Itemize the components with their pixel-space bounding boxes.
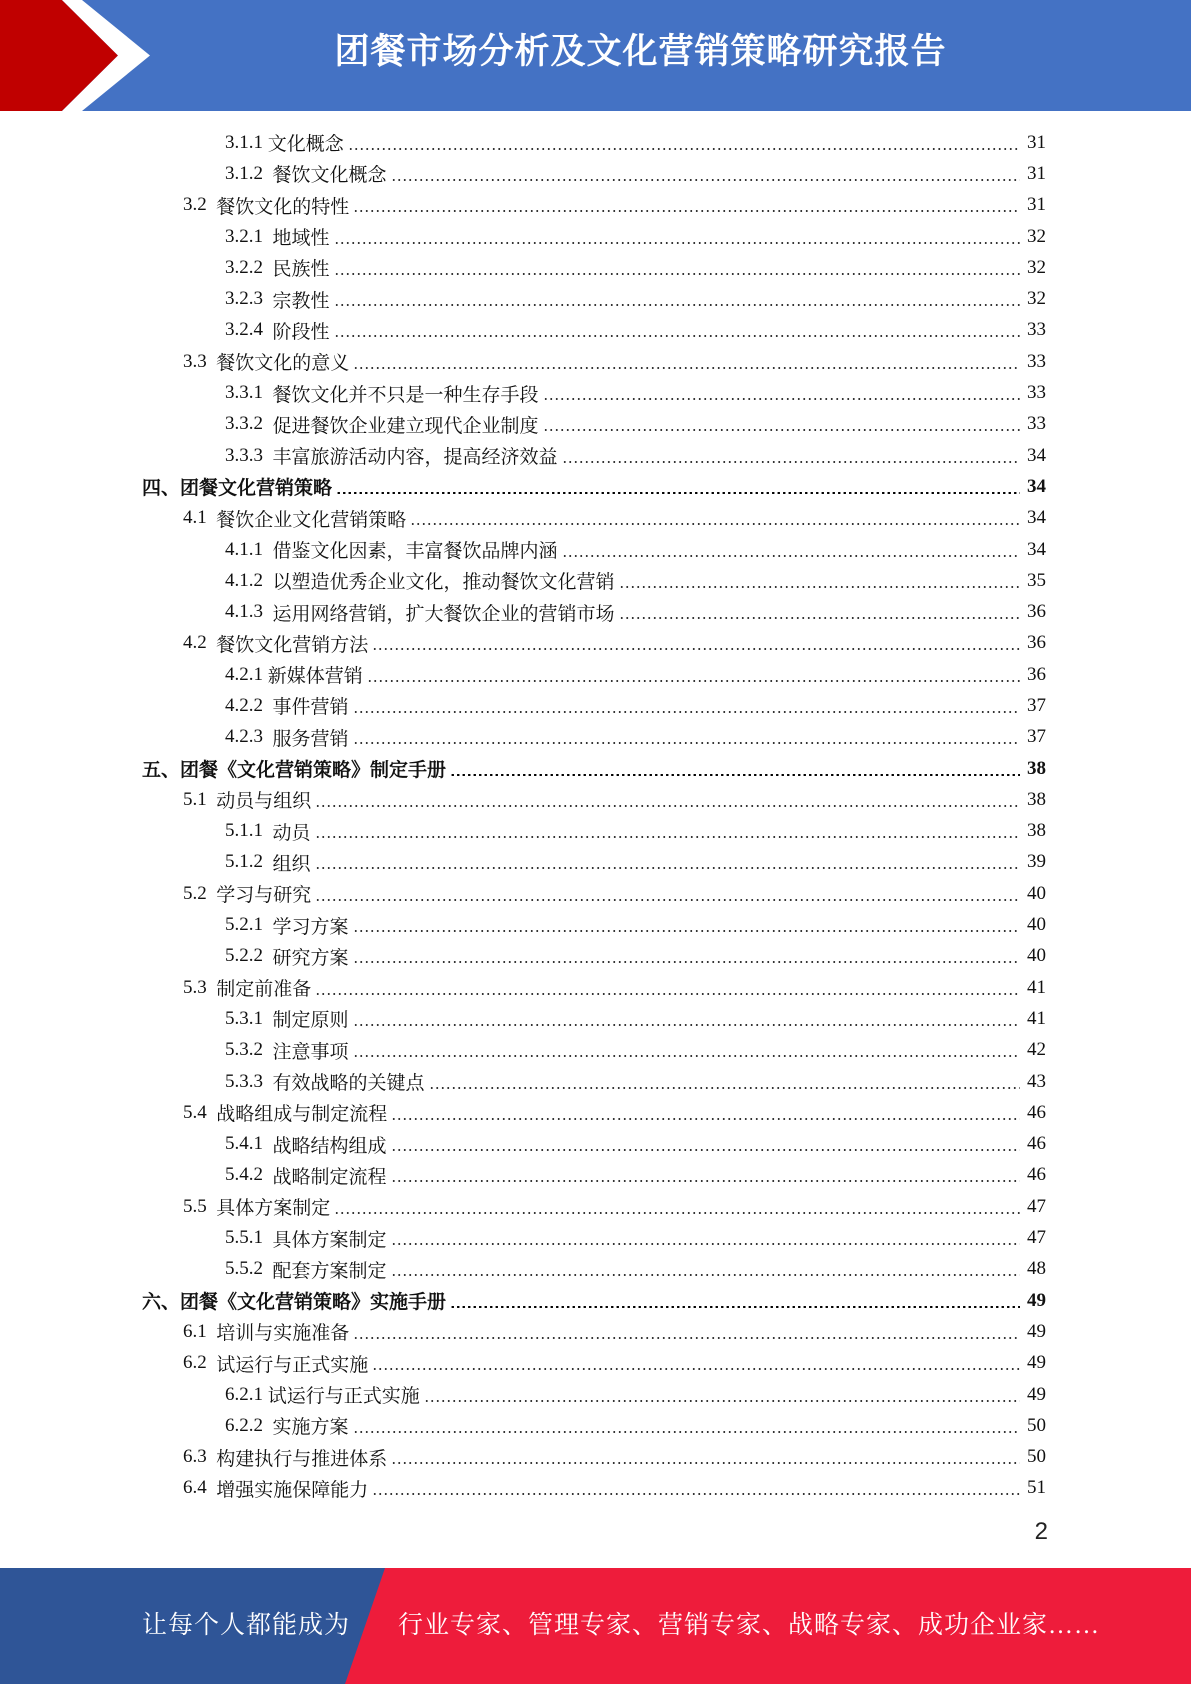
toc-entry[interactable] [0, 1003, 1191, 1034]
toc-entry-title: 餐饮企业文化营销策略 [216, 509, 407, 531]
toc-entry-page: 48 [1027, 1258, 1046, 1280]
toc-entry-number: 4.1.3 [225, 601, 273, 623]
toc-entry-page: 51 [1027, 1477, 1046, 1499]
toc-dot-leader [367, 680, 1020, 682]
toc-entry-title: 丰富旅游活动内容，提高经济效益 [272, 447, 558, 469]
toc-entry[interactable] [0, 409, 1191, 440]
toc-dot-leader [450, 774, 1020, 776]
toc-entry-page: 33 [1027, 382, 1046, 404]
toc-entry-page: 33 [1027, 413, 1046, 435]
toc-dot-leader [315, 805, 1020, 807]
toc-entry[interactable] [0, 1348, 1191, 1379]
toc-entry-page: 40 [1027, 882, 1046, 904]
toc-entry-title: 组织 [272, 853, 311, 875]
toc-dot-leader [391, 1180, 1020, 1182]
toc-dot-leader [315, 867, 1020, 869]
toc-entry-number: 3.2.2 [225, 256, 273, 278]
toc-entry-number: 6.4 [183, 1477, 217, 1499]
toc-dot-leader [619, 586, 1020, 588]
toc-dot-leader [353, 1337, 1020, 1339]
toc-entry-page: 32 [1027, 288, 1046, 310]
toc-dot-leader [391, 1243, 1020, 1245]
toc-entry-number: 5.1.2 [225, 851, 273, 873]
toc-entry[interactable] [0, 1129, 1191, 1160]
toc-dot-leader [334, 273, 1020, 275]
toc-dot-leader [619, 617, 1020, 619]
toc-entry-page: 46 [1027, 1101, 1046, 1123]
toc-entry-title: 文化概念 [267, 134, 344, 156]
toc-dot-leader [353, 367, 1020, 369]
toc-entry-title: 餐饮文化营销方法 [216, 634, 369, 656]
toc-dot-leader [391, 179, 1020, 181]
toc-dot-leader [334, 1212, 1020, 1214]
toc-entry-number: 3.2.3 [225, 288, 273, 310]
toc-entry-page: 34 [1027, 444, 1046, 466]
toc-entry-page: 32 [1027, 256, 1046, 278]
toc-entry[interactable] [0, 972, 1191, 1003]
toc-entry[interactable] [0, 1254, 1191, 1285]
page-footer [0, 1568, 1191, 1684]
toc-entry-page: 32 [1027, 225, 1046, 247]
toc-entry-title: 借鉴文化因素，丰富餐饮品牌内涵 [272, 541, 558, 562]
toc-entry-title: 运用网络营销，扩大餐饮企业的营销市场 [272, 603, 615, 625]
toc-entry-title: 研究方案 [272, 947, 349, 969]
toc-dot-leader [334, 335, 1020, 337]
toc-entry-number: 5.5.2 [225, 1258, 273, 1280]
toc-entry-title: 地域性 [272, 228, 330, 250]
toc-entry-title: 试运行与正式实施 [216, 1354, 369, 1376]
toc-entry-title: 餐饮文化的意义 [216, 353, 350, 375]
toc-dot-leader [336, 492, 1020, 494]
toc-dot-leader [353, 1055, 1020, 1057]
toc-entry-page: 41 [1027, 1007, 1046, 1029]
toc-dot-leader [315, 836, 1020, 838]
toc-dot-leader [353, 210, 1020, 212]
toc-entry-title: 餐饮文化并不只是一种生存手段 [272, 384, 539, 406]
toc-dot-leader [353, 742, 1020, 744]
toc-entry[interactable] [0, 377, 1191, 408]
toc-entry-title: 战略组成与制定流程 [216, 1104, 388, 1126]
toc-dot-leader [450, 1306, 1020, 1308]
toc-dot-leader [429, 1087, 1020, 1089]
toc-entry[interactable] [0, 628, 1191, 659]
toc-entry-page: 34 [1027, 475, 1046, 497]
toc-entry-title: 餐饮文化的特性 [216, 196, 350, 218]
toc-entry-number: 5.3.3 [225, 1070, 273, 1092]
table-of-contents [0, 127, 1191, 1504]
toc-entry[interactable] [0, 596, 1191, 627]
toc-entry-title: 增强实施保障能力 [216, 1479, 369, 1501]
toc-entry-page: 40 [1027, 945, 1046, 967]
toc-entry-number: 3.1.1 [225, 131, 268, 153]
toc-entry-number: 4.1.2 [225, 569, 273, 591]
toc-entry[interactable] [0, 941, 1191, 972]
toc-dot-leader [353, 711, 1020, 713]
toc-entry[interactable] [0, 315, 1191, 346]
toc-entry[interactable] [0, 1410, 1191, 1441]
toc-entry-title: 构建执行与推进体系 [216, 1448, 388, 1470]
toc-entry-title: 学习方案 [272, 916, 349, 938]
toc-entry-title: 实施方案 [272, 1417, 349, 1439]
toc-dot-leader [410, 523, 1020, 525]
toc-entry-title: 具体方案制定 [216, 1198, 331, 1220]
toc-dot-leader [315, 899, 1020, 901]
toc-entry-page: 38 [1027, 757, 1046, 779]
footer-slogan-left: 让每个人都能成为 [142, 1612, 351, 1639]
toc-dot-leader [353, 1024, 1020, 1026]
toc-entry-number: 6.3 [183, 1446, 217, 1468]
toc-entry-page: 36 [1027, 663, 1046, 685]
toc-entry-number: 4.2 [183, 632, 217, 654]
toc-entry-page: 38 [1027, 820, 1046, 842]
toc-entry-number: 5.1 [183, 788, 217, 810]
toc-entry-number: 3.2.1 [225, 225, 273, 247]
toc-entry-title: 具体方案制定 [272, 1229, 387, 1251]
toc-entry[interactable] [0, 1066, 1191, 1097]
toc-dot-leader [348, 148, 1020, 150]
toc-entry-number: 4.2.2 [225, 694, 273, 716]
toc-dot-leader [372, 1493, 1020, 1495]
toc-dot-leader [353, 930, 1020, 932]
toc-entry-number: 5.4.2 [225, 1164, 273, 1186]
toc-entry-page: 36 [1027, 601, 1046, 623]
toc-entry-number: 3.3 [183, 350, 217, 372]
toc-entry-number: 3.3.1 [225, 382, 273, 404]
toc-entry-title: 动员与组织 [216, 791, 312, 813]
toc-dot-leader [543, 429, 1020, 431]
toc-entry-page: 38 [1027, 788, 1046, 810]
toc-entry-page: 31 [1027, 162, 1046, 184]
toc-entry-title: 四、团餐文化营销策略 [142, 478, 333, 500]
toc-entry-title: 有效战略的关键点 [272, 1073, 425, 1095]
toc-entry-number: 5.2.2 [225, 945, 273, 967]
toc-entry-title: 试运行与正式实施 [267, 1386, 420, 1408]
toc-entry-page: 46 [1027, 1164, 1046, 1186]
toc-entry-title: 五、团餐《文化营销策略》制定手册 [142, 760, 447, 782]
toc-entry-number: 3.2 [183, 194, 217, 216]
toc-entry-number: 4.1.1 [225, 538, 273, 560]
toc-entry[interactable] [0, 878, 1191, 909]
toc-entry-title: 宗教性 [272, 290, 330, 312]
toc-entry-page: 33 [1027, 350, 1046, 372]
toc-entry-title: 民族性 [272, 259, 330, 281]
page-header [0, 0, 1191, 111]
toc-entry[interactable] [0, 221, 1191, 252]
toc-entry[interactable] [0, 1222, 1191, 1253]
toc-entry-title: 餐饮文化概念 [272, 165, 387, 187]
toc-entry[interactable] [0, 1316, 1191, 1347]
toc-dot-leader [334, 242, 1020, 244]
toc-entry-number: 5.5.1 [225, 1227, 273, 1249]
toc-dot-leader [391, 1274, 1020, 1276]
toc-entry-number: 6.2.2 [225, 1414, 273, 1436]
toc-entry[interactable] [0, 471, 1191, 502]
toc-entry-page: 35 [1027, 569, 1046, 591]
toc-entry-page: 40 [1027, 914, 1046, 936]
toc-entry[interactable] [0, 534, 1191, 565]
toc-dot-leader [353, 961, 1020, 963]
toc-entry-title: 六、团餐《文化营销策略》实施手册 [142, 1292, 447, 1314]
toc-entry-number: 3.3.2 [225, 413, 273, 435]
toc-entry-title: 战略制定流程 [272, 1166, 387, 1188]
toc-entry-number: 5.2.1 [225, 914, 273, 936]
toc-dot-leader [391, 1118, 1020, 1120]
toc-entry-page: 47 [1027, 1227, 1046, 1249]
toc-entry-page: 47 [1027, 1195, 1046, 1217]
toc-entry-title: 事件营销 [272, 697, 349, 719]
toc-entry[interactable] [0, 1097, 1191, 1128]
toc-entry-number: 3.1.2 [225, 162, 273, 184]
toc-dot-leader [334, 304, 1020, 306]
toc-entry[interactable] [0, 190, 1191, 221]
toc-entry-title: 服务营销 [272, 728, 349, 750]
toc-entry-title: 战略结构组成 [272, 1135, 387, 1157]
toc-entry[interactable] [0, 816, 1191, 847]
toc-dot-leader [424, 1400, 1020, 1402]
toc-entry-title: 动员 [272, 822, 311, 844]
toc-entry-page: 37 [1027, 726, 1046, 748]
toc-entry-page: 50 [1027, 1414, 1046, 1436]
toc-entry[interactable] [0, 1473, 1191, 1504]
toc-entry-page: 49 [1027, 1289, 1046, 1311]
toc-entry-number: 6.2.1 [225, 1383, 268, 1405]
toc-dot-leader [562, 461, 1020, 463]
toc-entry[interactable] [0, 158, 1191, 189]
toc-entry-page: 39 [1027, 851, 1046, 873]
toc-entry-title: 以塑造优秀企业文化，推动餐饮文化营销 [272, 572, 615, 594]
page-number: 2 [1034, 1518, 1048, 1545]
toc-entry-title: 配套方案制定 [272, 1260, 387, 1282]
toc-entry[interactable] [0, 753, 1191, 784]
toc-entry-page: 49 [1027, 1383, 1046, 1405]
toc-dot-leader [372, 648, 1020, 650]
toc-entry[interactable] [0, 909, 1191, 940]
toc-entry[interactable] [0, 346, 1191, 377]
toc-entry[interactable] [0, 252, 1191, 283]
toc-entry[interactable] [0, 784, 1191, 815]
toc-entry-title: 促进餐饮企业建立现代企业制度 [272, 415, 539, 437]
toc-entry[interactable] [0, 722, 1191, 753]
toc-entry-title: 注意事项 [272, 1041, 349, 1063]
toc-entry[interactable] [0, 847, 1191, 878]
toc-entry[interactable] [0, 127, 1191, 158]
toc-entry-page: 46 [1027, 1133, 1046, 1155]
toc-dot-leader [562, 555, 1020, 557]
toc-entry-page: 41 [1027, 976, 1046, 998]
toc-dot-leader [543, 398, 1020, 400]
toc-entry-number: 5.5 [183, 1195, 217, 1217]
toc-entry-page: 49 [1027, 1320, 1046, 1342]
toc-entry-number: 4.1 [183, 507, 217, 529]
toc-entry-number: 5.3.2 [225, 1039, 273, 1061]
toc-entry[interactable] [0, 1285, 1191, 1316]
toc-entry-number: 3.2.4 [225, 319, 273, 341]
toc-entry-number: 5.1.1 [225, 820, 273, 842]
toc-entry[interactable] [0, 503, 1191, 534]
toc-entry-page: 31 [1027, 131, 1046, 153]
toc-dot-leader [372, 1368, 1020, 1370]
toc-entry-page: 34 [1027, 538, 1046, 560]
toc-entry-page: 33 [1027, 319, 1046, 341]
toc-entry-page: 36 [1027, 632, 1046, 654]
toc-entry-title: 制定前准备 [216, 979, 312, 1001]
toc-entry-page: 49 [1027, 1352, 1046, 1374]
toc-entry-title: 新媒体营销 [267, 666, 363, 688]
toc-entry-page: 31 [1027, 194, 1046, 216]
toc-entry[interactable] [0, 440, 1191, 471]
toc-entry[interactable] [0, 1160, 1191, 1191]
toc-entry[interactable] [0, 659, 1191, 690]
toc-entry-number: 4.2.3 [225, 726, 273, 748]
toc-dot-leader [353, 1431, 1020, 1433]
toc-entry[interactable] [0, 1035, 1191, 1066]
toc-entry-number: 5.3.1 [225, 1007, 273, 1029]
toc-entry-number: 5.2 [183, 882, 217, 904]
toc-entry-page: 50 [1027, 1446, 1046, 1468]
toc-dot-leader [391, 1462, 1020, 1464]
toc-entry-number: 5.4 [183, 1101, 217, 1123]
toc-entry-number: 6.1 [183, 1320, 217, 1342]
toc-dot-leader [391, 1149, 1020, 1151]
toc-entry-number: 4.2.1 [225, 663, 268, 685]
toc-entry-number: 5.3 [183, 976, 217, 998]
toc-entry-page: 43 [1027, 1070, 1046, 1092]
toc-entry-page: 42 [1027, 1039, 1046, 1061]
toc-entry-title: 阶段性 [272, 321, 330, 343]
toc-entry-title: 学习与研究 [216, 885, 312, 907]
toc-entry[interactable] [0, 565, 1191, 596]
toc-entry-number: 5.4.1 [225, 1133, 273, 1155]
toc-entry-number: 6.2 [183, 1352, 217, 1374]
toc-entry[interactable] [0, 1191, 1191, 1222]
toc-entry-title: 制定原则 [272, 1010, 349, 1032]
toc-entry-title: 培训与实施准备 [216, 1323, 350, 1345]
report-title: 团餐市场分析及文化营销策略研究报告 [334, 32, 947, 72]
footer-slogan-right: 行业专家、管理专家、营销专家、战略专家、成功企业家…… [398, 1612, 1101, 1639]
toc-entry[interactable] [0, 1441, 1191, 1472]
toc-entry[interactable] [0, 690, 1191, 721]
toc-entry-number: 3.3.3 [225, 444, 273, 466]
toc-dot-leader [315, 993, 1020, 995]
toc-entry-page: 34 [1027, 507, 1046, 529]
toc-entry[interactable] [0, 283, 1191, 314]
toc-entry-page: 37 [1027, 694, 1046, 716]
toc-entry[interactable] [0, 1379, 1191, 1410]
